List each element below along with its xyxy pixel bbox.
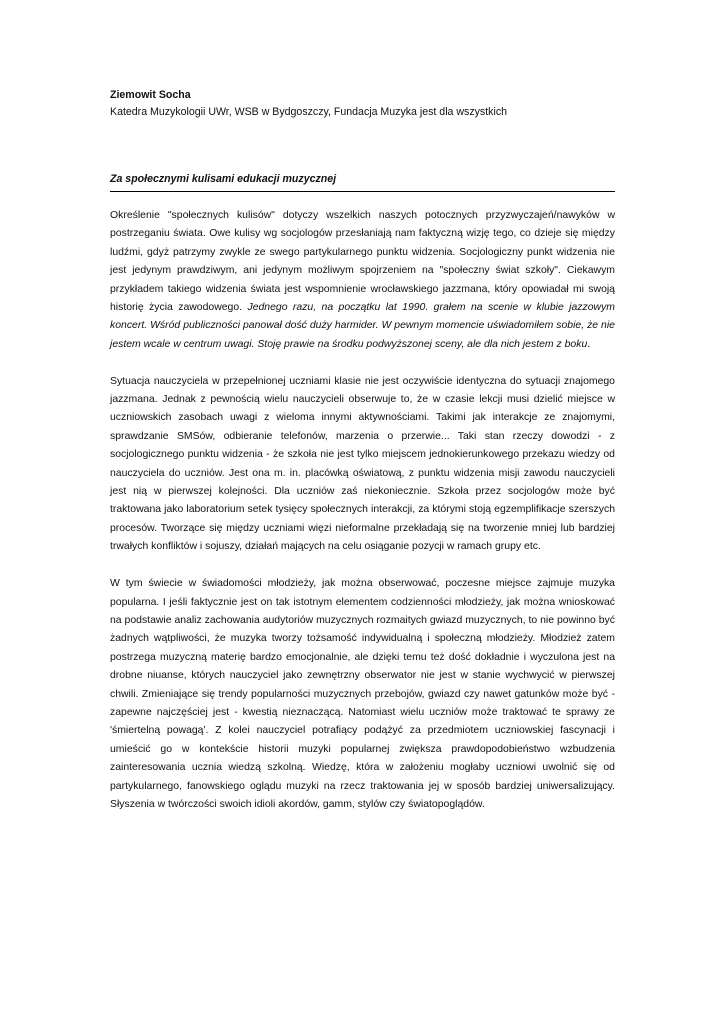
article-body bbox=[110, 207, 615, 833]
author-name: Ziemowit Socha bbox=[110, 89, 191, 101]
paragraph-2 bbox=[110, 373, 615, 557]
author-block bbox=[110, 87, 620, 121]
paragraph-1-quote: Jednego razu, na początku lat 1990. grałem na scenie w klubie jazzowym koncert. Wśród publiczności panował dość duży harmider. W pewnym momencie uświadomiłem sobie, że nie jestem wcale w centrum uwagi. Stoję prawie na środku podwyższonej sceny, ale dla nich jestem z boku bbox=[110, 302, 615, 350]
paragraph-1-text: Określenie "społecznych kulisów" dotyczy wszelkich naszych potocznych przyzwyczajeń/nawyków w postrzeganiu świata. Owe kulisy wg socjologów przesłaniają nam faktyczną wizję tego, co dzieje się między ludźmi, gdyż patrzymy zwykle ze swego partykularnego punktu widzenia. Socjologiczny punkt widzenia nie jest jedynym prawdziwym, ani jedynym możliwym spojrzeniem na "społeczny świat szkoły". Ciekawym przykładem takiego widzenia świata jest wspomnienie wrocławskiego jazzmana, który opowiadał mi swoją historię życia zawodowego. bbox=[110, 210, 615, 314]
paragraph-1-tail: . bbox=[587, 338, 591, 350]
article-title: Za społecznymi kulisami edukacji muzycznej bbox=[110, 173, 337, 185]
paragraph-2-text: Sytuacja nauczyciela w przepełnionej uczniami klasie nie jest oczywiście identyczna do sytuacji znajomego jazzmana. Jednak z pewnością wielu nauczycieli obserwuje to, że w czasie lekcji musi dzielić miejsce w uczniowskich zasobach uwagi z wieloma innymi aktywnościami. Takimi jak interakcje ze znajomymi, sprawdzanie SMSów, odbieranie telefonów, marzenia o przerwie... Taki stan rzeczy dowodzi - z socjologicznego punktu widzenia - że szkoła nie jest tylko miejscem jednokierunkowego przekazu wiedzy od nauczyciela do uczniów. Jest ona m. in. placówką oświatową, z punktu widzenia misji zawodu nauczycieli jest nią w pierwszej kolejności. Dla uczniów zaś niekoniecznie. Szkoła przez socjologów może być traktowana jako laboratorium setek tysięcy społecznych interakcji, za którymi stoją egzemplifikacje szerszych procesów. Tworzące się między uczniami więzi nieformalne przekładają się na tworzenie mniej lub bardziej trwałych konfliktów i sojuszy, działań mających na celu osiąganie pozycji w ramach grupy etc. bbox=[110, 375, 615, 553]
article-title-block bbox=[110, 171, 615, 192]
paragraph-3 bbox=[110, 575, 615, 814]
paragraph-3-text: W tym świecie w świadomości młodzieży, jak można obserwować, poczesne miejsce zajmuje muzyka popularna. I jeśli faktycznie jest on tak istotnym elementem codzienności młodzieży, jak można wnioskować na podstawie analiz zachowania audytoriów muzycznych rozmaitych gwiazd muzycznych, to nie powinno być żadnych wątpliwości, że muzyka tworzy tożsamość indywidualną i społeczną młodzieży. Młodzież zatem postrzega muzyczną materię bardzo emocjonalnie, ale dzięki temu też dość dokładnie i wyczulona jest na drobne niuanse, których nauczyciel jako zewnętrzny obserwator nie jest w stanie wychwycić w pierwszej chwili. Zmieniające się trendy popularności muzycznych przebojów, gwiazd czy nawet gatunków może być - zapewne najczęściej jest - kwestią nieznaczącą. Natomiast wielu uczniów może traktować te sprawy ze 'śmiertelną powagą'. Z kolei nauczyciel potrafiący podążyć za przedmiotem uczniowskiej fascynacji i umieścić go w kontekście historii muzyki popularnej zwiększa prawdopodobieństwo wzbudzenia zainteresowania ucznia wiedzą szkolną. Wiedzę, która w założeniu mogłaby uczniowi uwolnić się od partykularnego, fanowskiego oglądu muzyki na rzecz traktowania jej w sposób bardziej uniwersalizujący. Słyszenia w twórczości swoich idioli akordów, gamm, stylów czy światopoglądów. bbox=[110, 578, 615, 810]
author-affiliation: Katedra Muzykologii UWr, WSB w Bydgoszczy, Fundacja Muzyka jest dla wszystkich bbox=[110, 106, 508, 118]
paragraph-1 bbox=[110, 207, 615, 354]
